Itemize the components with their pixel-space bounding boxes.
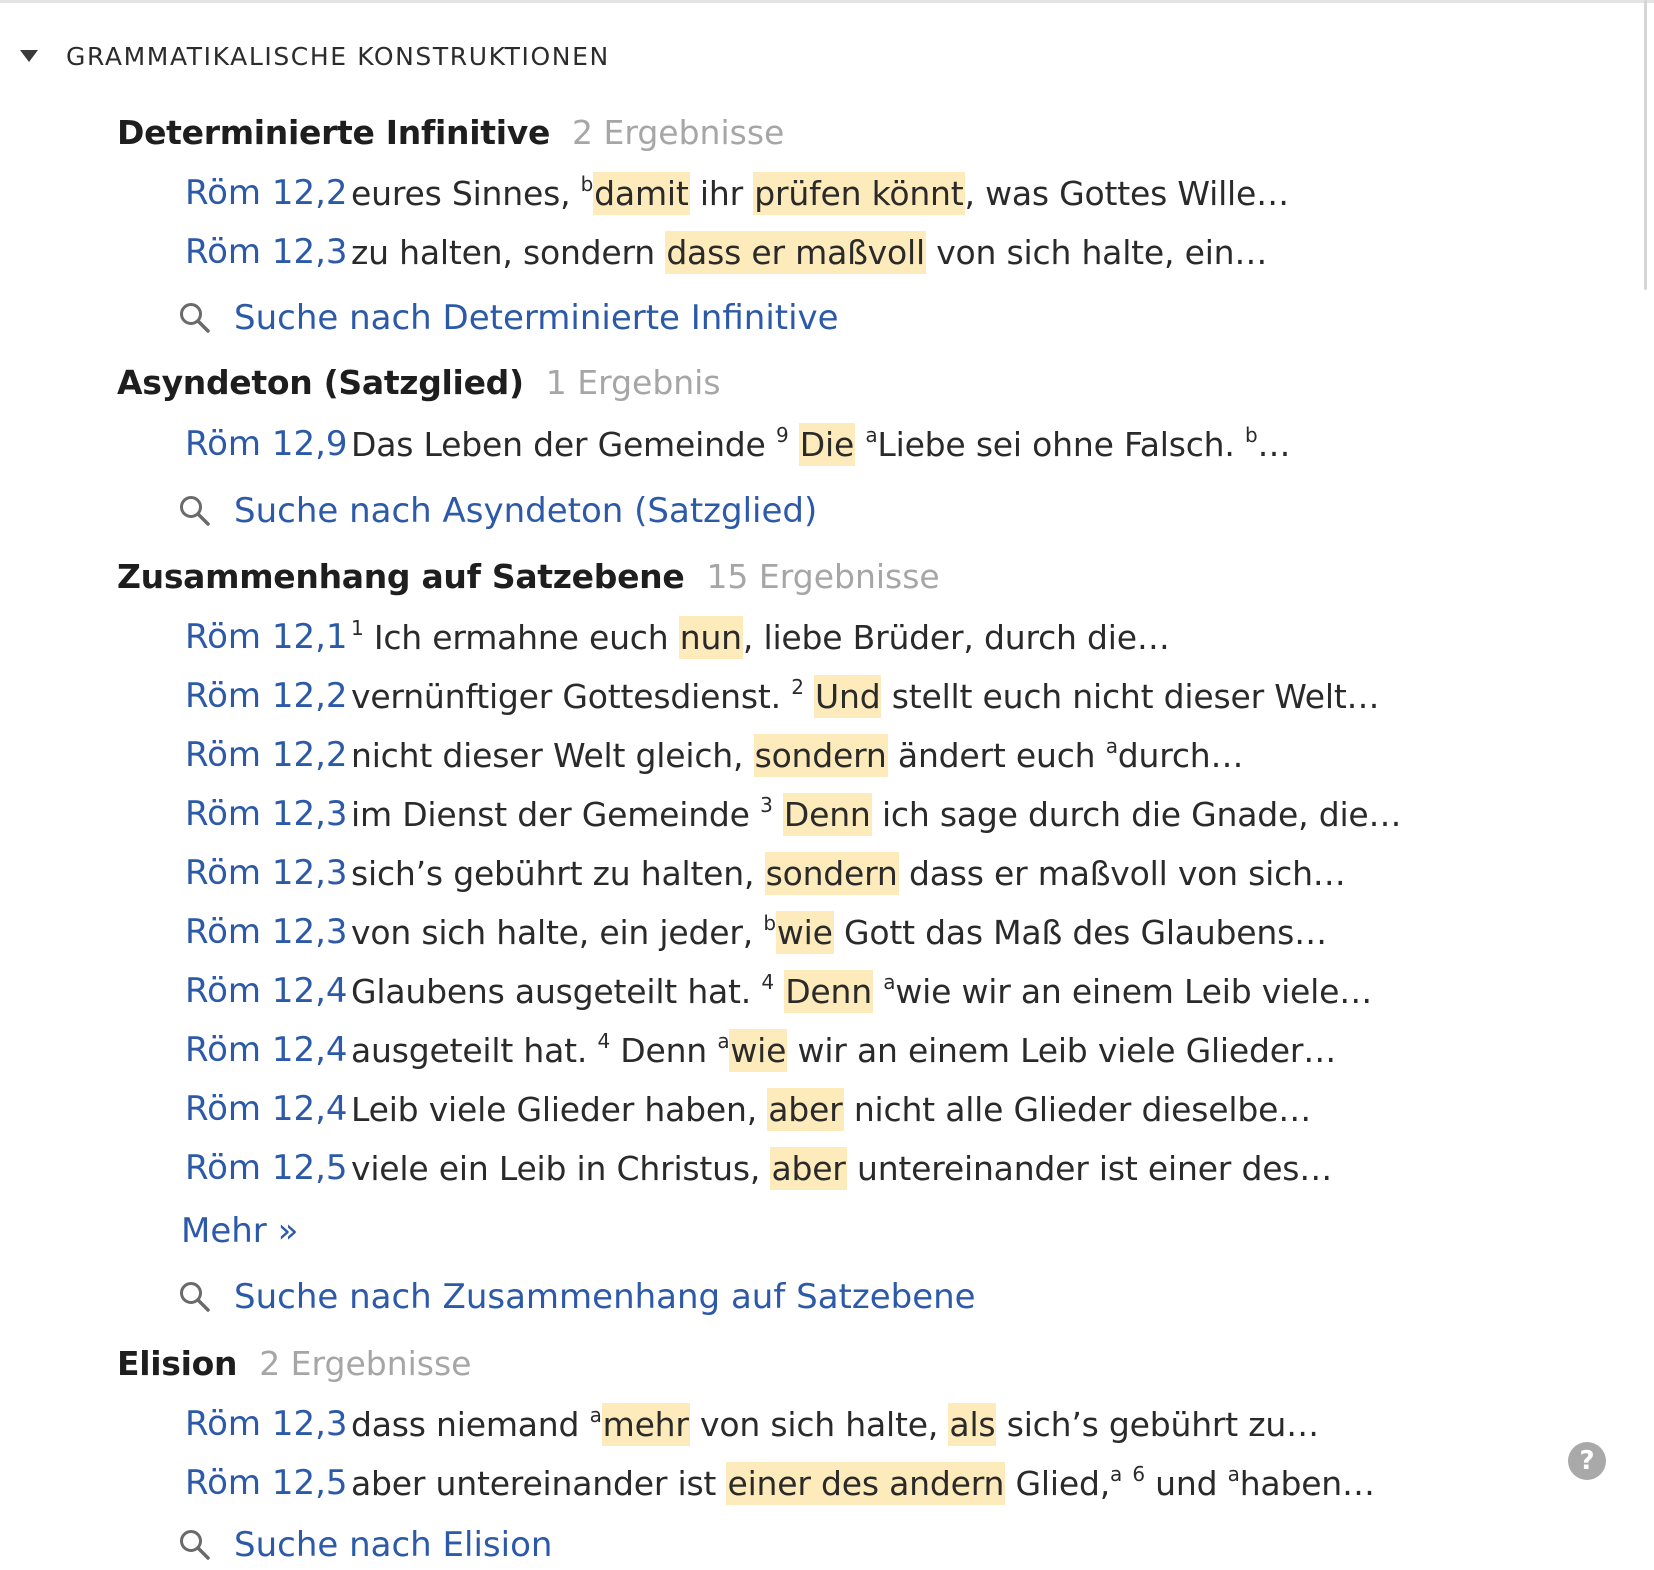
group-name: Determinierte Infinitive: [117, 112, 551, 152]
result-row: [185, 789, 1401, 839]
result-snippet: aber untereinander ist einer des andern Glied,$^a$ $^6$ und $^a$haben…: [351, 1461, 1375, 1503]
search-link-asyndeton[interactable]: [178, 486, 817, 536]
footnote-marker: 4: [761, 969, 774, 994]
search-link-label[interactable]: Suche nach Elision: [234, 1525, 553, 1565]
result-row: [185, 1084, 1311, 1134]
footnote-marker: a: [1110, 1461, 1123, 1486]
verse-reference-link[interactable]: Röm 12,2: [185, 676, 348, 716]
search-link-elision[interactable]: [178, 1520, 552, 1570]
section-title: GRAMMATIKALISCHE KONSTRUKTIONEN: [66, 41, 610, 71]
result-snippet: nicht dieser Welt gleich, sondern ändert euch $^a$durch…: [351, 733, 1244, 775]
verse-reference-link[interactable]: Röm 12,4: [185, 971, 348, 1011]
footnote-marker: 1: [351, 615, 364, 640]
group-name: Zusammenhang auf Satzebene: [117, 556, 685, 596]
verse-reference-link[interactable]: Röm 12,5: [185, 1148, 348, 1188]
highlighted-match: Die: [799, 424, 855, 464]
footnote-marker: b: [763, 910, 776, 935]
search-link-determinierte-infinitive[interactable]: [178, 293, 839, 343]
group-name: Asyndeton (Satzglied): [117, 362, 524, 402]
result-snippet: sich’s gebührt zu halten, sondern dass er maßvoll von sich…: [351, 853, 1346, 893]
highlighted-match: einer des andern: [727, 1463, 1005, 1503]
highlighted-match: aber: [771, 1148, 846, 1188]
result-row: [185, 168, 1289, 218]
search-link-label[interactable]: Suche nach Asyndeton (Satzglied): [234, 491, 818, 531]
result-row: [185, 1025, 1336, 1075]
highlighted-match: dass er maßvoll: [666, 232, 925, 272]
footnote-marker: a: [865, 422, 878, 447]
result-row: [185, 419, 1290, 469]
footnote-marker: 2: [791, 674, 804, 699]
result-row: [185, 907, 1327, 957]
collapse-triangle-icon[interactable]: [20, 50, 38, 62]
verse-reference-link[interactable]: Röm 12,3: [185, 912, 348, 952]
section-header-grammatical-constructions[interactable]: [20, 36, 610, 76]
verse-reference-link[interactable]: Röm 12,4: [185, 1089, 348, 1129]
verse-reference-link[interactable]: Röm 12,4: [185, 1030, 348, 1070]
footnote-marker: 4: [597, 1028, 610, 1053]
result-snippet: von sich halte, ein jeder, $^b$wie Gott das Maß des Glaubens…: [351, 910, 1327, 952]
result-snippet: vernünftiger Gottesdienst. $^2$ Und stellt euch nicht dieser Welt…: [351, 674, 1380, 716]
footnote-marker: 3: [760, 792, 773, 817]
highlighted-match: Und: [815, 676, 881, 716]
footnote-marker: a: [717, 1028, 730, 1053]
verse-reference-link[interactable]: Röm 12,2: [185, 173, 348, 213]
result-snippet: dass niemand $^a$mehr von sich halte, als sich’s gebührt zu…: [351, 1402, 1319, 1444]
highlighted-match: wie: [776, 912, 833, 952]
group-header: [117, 107, 784, 157]
result-row: [185, 966, 1372, 1016]
highlighted-match: Denn: [785, 971, 872, 1011]
result-row: [185, 848, 1346, 898]
search-link-label[interactable]: Suche nach Zusammenhang auf Satzebene: [234, 1277, 976, 1317]
highlighted-match: mehr: [602, 1404, 689, 1444]
result-snippet: $^1$ Ich ermahne euch nun, liebe Brüder, durch die…: [351, 615, 1170, 657]
result-snippet: Das Leben der Gemeinde $^9$ Die $^a$Liebe sei ohne Falsch. $^b$…: [351, 422, 1291, 464]
verse-reference-link[interactable]: Röm 12,9: [185, 424, 348, 464]
result-snippet: Leib viele Glieder haben, aber nicht alle Glieder dieselbe…: [351, 1089, 1311, 1129]
highlighted-match: wie: [730, 1030, 787, 1070]
result-row: [185, 1143, 1332, 1193]
highlighted-match: sondern: [754, 735, 887, 775]
highlighted-match: nun: [679, 617, 742, 657]
footnote-marker: 9: [775, 422, 789, 447]
result-row: [185, 1399, 1319, 1449]
search-icon: [178, 1528, 212, 1562]
group-count: 15 Ergebnisse: [706, 556, 940, 596]
result-row: [185, 1458, 1375, 1508]
verse-reference-link[interactable]: Röm 12,3: [185, 794, 348, 834]
verse-reference-link[interactable]: Röm 12,5: [185, 1463, 348, 1503]
result-snippet: zu halten, sondern dass er maßvoll von sich halte, ein…: [351, 232, 1268, 272]
search-icon: [178, 1280, 212, 1314]
group-header: [117, 551, 940, 601]
highlighted-match: Denn: [783, 794, 871, 834]
group-count: 2 Ergebnisse: [259, 1343, 472, 1383]
search-link-zusammenhang[interactable]: [178, 1272, 976, 1322]
footnote-marker: a: [1227, 1461, 1240, 1486]
footnote-marker: a: [883, 969, 896, 994]
search-icon: [178, 301, 212, 335]
footnote-marker: b: [580, 171, 594, 196]
result-snippet: ausgeteilt hat. $^4$ Denn $^a$wie wir an einem Leib viele Glieder…: [351, 1028, 1337, 1070]
result-snippet: eures Sinnes, $^b$damit ihr prüfen könnt, was Gottes Wille…: [351, 171, 1289, 213]
highlighted-match: sondern: [765, 853, 898, 893]
highlighted-match: prüfen könnt: [754, 173, 964, 213]
result-row: [185, 612, 1170, 662]
verse-reference-link[interactable]: Röm 12,1: [185, 617, 348, 657]
group-count: 2 Ergebnisse: [572, 112, 785, 152]
verse-reference-link[interactable]: Röm 12,2: [185, 735, 348, 775]
group-header: [117, 1338, 471, 1388]
more-link[interactable]: Mehr »: [181, 1211, 299, 1251]
footnote-marker: b: [1244, 422, 1258, 447]
highlighted-match: als: [949, 1404, 996, 1444]
result-row: [185, 730, 1243, 780]
verse-reference-link[interactable]: Röm 12,3: [185, 232, 348, 272]
scrollbar[interactable]: [1644, 0, 1647, 290]
footnote-marker: 6: [1132, 1461, 1145, 1486]
result-row: [185, 227, 1267, 277]
group-name: Elision: [117, 1343, 238, 1383]
result-snippet: Glaubens ausgeteilt hat. $^4$ Denn $^a$wie wir an einem Leib viele…: [351, 969, 1373, 1011]
result-snippet: viele ein Leib in Christus, aber untereinander ist einer des…: [351, 1148, 1333, 1188]
verse-reference-link[interactable]: Röm 12,3: [185, 1404, 348, 1444]
search-icon: [178, 494, 212, 528]
verse-reference-link[interactable]: Röm 12,3: [185, 853, 348, 893]
highlighted-match: damit: [594, 173, 689, 213]
footnote-marker: a: [589, 1402, 602, 1427]
highlighted-match: aber: [768, 1089, 843, 1129]
group-count: 1 Ergebnis: [545, 362, 721, 402]
result-snippet: im Dienst der Gemeinde $^3$ Denn ich sage durch die Gnade, die…: [351, 792, 1402, 834]
footnote-marker: a: [1105, 733, 1118, 758]
top-border: [0, 0, 1654, 3]
search-link-label[interactable]: Suche nach Determinierte Infinitive: [234, 298, 839, 338]
result-row: [185, 671, 1379, 721]
help-icon[interactable]: ?: [1568, 1442, 1606, 1480]
group-header: [117, 357, 721, 407]
